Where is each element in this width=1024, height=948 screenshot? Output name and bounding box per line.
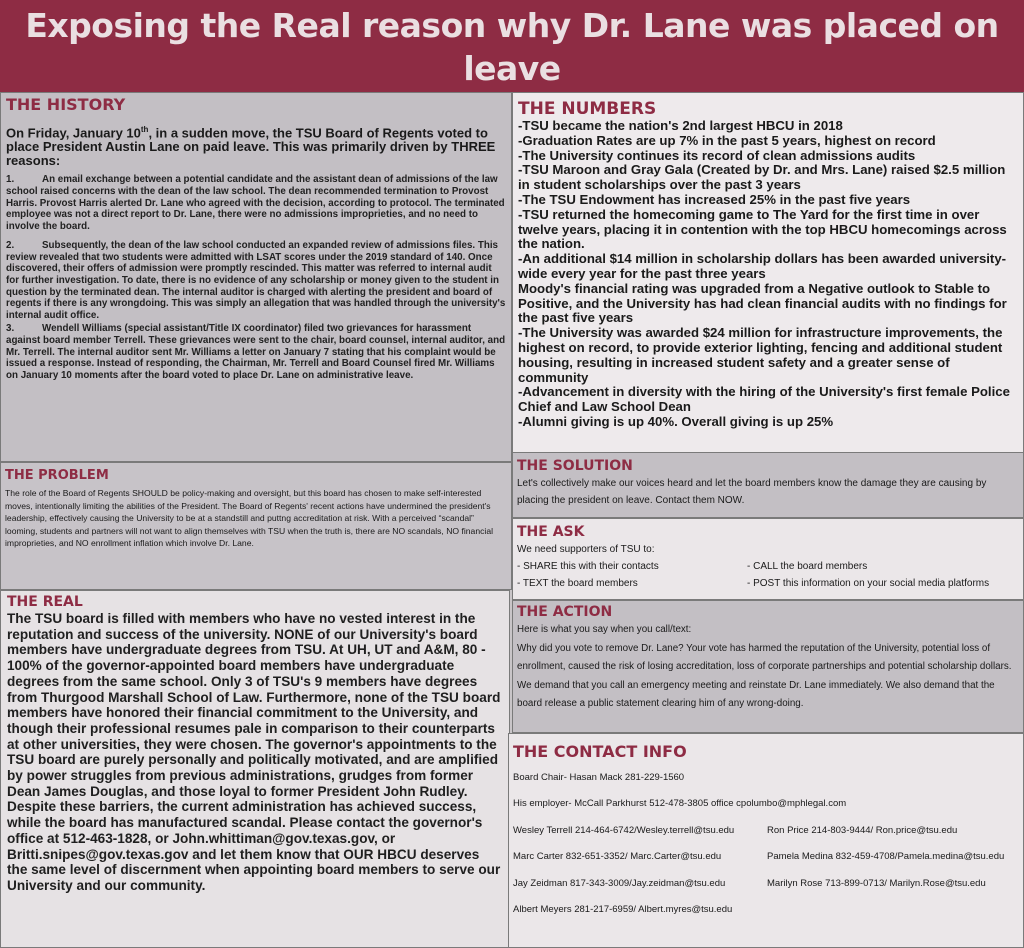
contact-entry: Pamela Medina 832-459-4708/Pamela.medina@tsu.edu [767,851,1005,863]
numbers-line: -TSU became the nation's 2nd largest HBCU in 2018 [518,118,843,133]
ask-item: - POST this information on your social media platforms [747,578,990,589]
history-item-number: 3. [6,323,15,335]
action-heading: THE ACTION [517,604,613,620]
banner-title-line1: Exposing the Real reason why Dr. Lane was placed on leave [25,6,999,88]
ask-item: - CALL the board members [747,561,868,572]
history-item [6,323,506,381]
history-item-text: An email exchange between a potential candidate and the assistant dean of admissions of the law school raised concerns with the dean of the law school. The dean recommended termination to Provost Harris. Provost Harris alerted Dr. Lane who agreed with the decision, according to protocol. The terminated employee was not a direct report to Dr. Lane, there were no admissions improprieties, and no need to involve the board. [6,174,505,232]
contact-entry: Marilyn Rose 713-899-0713/ Marilyn.Rose@tsu.edu [767,877,986,889]
history-item [6,174,506,232]
history-item-text: Subsequently, the dean of the law school conducted an expanded review of admissions files. This review revealed that two students were admitted with LSAT scores under the 2019 standard of 140. Once discovered, their offers of admission were promptly rescinded. This matter was referred to internal audit for further investigation. To date, there is no evidence of any scholarship or money given to the student in question by the terminated dean. The internal auditor is charged with alerting the president and board of regents if there is any wrongdoing. This was simply an allegation that was handled through the university's internal audit office. [6,240,506,321]
history-lead-a: On Friday, January 10 [6,125,141,141]
contact-row [513,870,1019,897]
numbers-line: -Advancement in diversity with the hiring of the University's first female Police Chief and Law School Dean [518,384,1010,415]
real-body: The TSU board is filled with members who have no vested interest in the reputation and success of the university. NONE of our University's board members have undergraduate degrees from TSU. At UH, UT and A&M, 80 - 100% of the governor-appointed board members have undergraduate degrees from the same school. Only 3 of TSU's 9 members have degrees from Thurgood Marshall School of Law. Furthermore, none of the TSU board members have honored their financial commitment to the University, and though their professional resumes pale in comparison to their counterparts at other universities, they were chosen. The governor's appointments to the TSU board are purely personally and politically motivated, and are amplified by power struggles from previous administrations, grudges from former Dean James Douglas, and those loyal to former President John Rudley. Despite these barriers, the current administration has achieved success, while the board has manufactured scandal. Please contact the governor's office at 512-463-1828, or John.whittiman@gov.texas.gov, or Britti.snipes@gov.texas.gov and let them know that OUR HBCU deserves the same level of discernment when appointing board members to serve our University and our community. [7,611,501,893]
contact-entry: Marc Carter 832-651-3352/ Marc.Carter@tsu.edu [513,851,722,863]
banner [0,0,1024,92]
ask-item: - SHARE this with their contacts [517,561,659,572]
solution-body: Let's collectively make our voices heard and let the board members know the damage they are causing by placing the president on leave. Contact them NOW. [517,478,987,506]
contact-entry: Board Chair- Hasan Mack 281-229-1560 [513,771,685,783]
numbers-line: -The University continues its record of clean admissions audits [518,147,916,163]
contact-section [508,733,1024,948]
ask-heading: THE ASK [517,524,585,540]
contact-row [513,897,1019,924]
action-section [512,600,1024,733]
problem-section [0,462,512,590]
numbers-line: -Graduation Rates are up 7% in the past 5 years, highest on record [518,132,936,148]
contact-row [513,817,1019,844]
contact-row [513,844,1019,871]
real-section [0,590,510,948]
contact-entry: Wesley Terrell 214-464-6742/Wesley.terrell@tsu.edu [513,824,735,836]
numbers-line: -The University was awarded $24 million for infrastructure improvements, the highest on record, to provide exterior lighting, fencing and additional student housing, resulting in increased student safety and a greater sense of community [518,325,1003,385]
numbers-line: Moody's financial rating was upgraded from a Negative outlook to Stable to Positive, and the University has had clean financial audits with no findings for the past five years [518,280,1007,326]
numbers-line: -TSU Maroon and Gray Gala (Created by Dr. and Mrs. Lane) raised $2.5 million in student scholarships over the past 3 years [518,162,1006,193]
history-section [0,92,512,462]
contact-entry: Jay Zeidman 817-343-3009/Jay.zeidman@tsu.edu [513,877,726,889]
history-lead-sup: th [140,125,149,134]
contact-entry: Ron Price 214-803-9444/ Ron.price@tsu.edu [767,824,958,836]
numbers-line: -TSU returned the homecoming game to The Yard for the first time in over twelve years, placing it in contention with the top HBCU homecomings across the nation. [518,206,1007,252]
problem-body: The role of the Board of Regents SHOULD be policy-making and oversight, but this board has chosen to make self-interested moves, intentionally limiting the abilities of the President. The Board of Regents' recent actions have undermined the president's leadership, effectively causing the University to be at a standstill and puttng accreditation at risk. With a perceived “scandal” looming, students and partners will not want to align themselves with TSU when the truth is, there are NO scandals, NO financial improprieties, and NO enrollment inflation which involve Dr. Lane. [5,488,494,549]
numbers-line: -The TSU Endowment has increased 25% in the past five years [518,191,911,207]
numbers-line: -Alumni giving is up 40%. Overall giving is up 25% [518,413,834,429]
contact-entry: His employer- McCall Parkhurst 512-478-3805 office cpolumbo@mphlegal.com [513,798,847,810]
ask-section [512,518,1024,600]
contact-entry: Albert Meyers 281-217-6959/ Albert.myres@tsu.edu [513,904,733,916]
history-item-number: 1. [6,174,15,186]
solution-section [512,452,1024,518]
numbers-heading: THE NUMBERS [518,99,657,119]
real-heading: THE REAL [7,594,83,610]
history-item-number: 2. [6,240,15,252]
ask-intro: We need supporters of TSU to: [517,544,655,555]
history-lead [6,123,506,168]
contact-heading: THE CONTACT INFO [513,742,687,761]
numbers-section [512,92,1024,462]
history-heading: THE HISTORY [6,95,126,114]
contact-row [513,791,1019,818]
action-body: Why did you vote to remove Dr. Lane? Your vote has harmed the reputation of the University, potential loss of enrollment, caused the risk of losing accreditation, loss of corporate partnerships and potential scholarship dollars. We demand that you call an emergency meeting and reinstate Dr. Lane immediately. We also demand that the board release a public statement clearing him of any wrong-doing. [517,642,1012,710]
solution-heading: THE SOLUTION [517,458,633,474]
action-intro: Here is what you say when you call/text: [517,624,692,635]
ask-item: - TEXT the board members [517,578,638,589]
ask-list [517,558,1019,592]
numbers-line: -An additional $14 million in scholarship dollars has been awarded university-wide every year for the past three years [518,251,1007,281]
problem-heading: THE PROBLEM [5,468,109,483]
contact-row [513,764,1019,791]
history-item-text: Wendell Williams (special assistant/Title IX coordinator) filed two grievances for harassment against board member Terrell. These grievances were sent to the chair, board counsel, internal auditor, and Mr. Terrell. The internal auditor sent Mr. Williams a letter on January 7 stating that his complaint would be issued a response. Instead of responding, the Chairman, Mr. Terrell and Board Counsel fired Mr. Williams on January 10 moments after the board voted to place Dr. Lane on administrative leave. [6,323,506,381]
history-lead-b: , in a sudden move, the TSU Board of Regents voted to place President Austin Lane on paid leave. This was primarily driven by THREE reasons: [6,125,496,169]
history-item [6,240,506,321]
